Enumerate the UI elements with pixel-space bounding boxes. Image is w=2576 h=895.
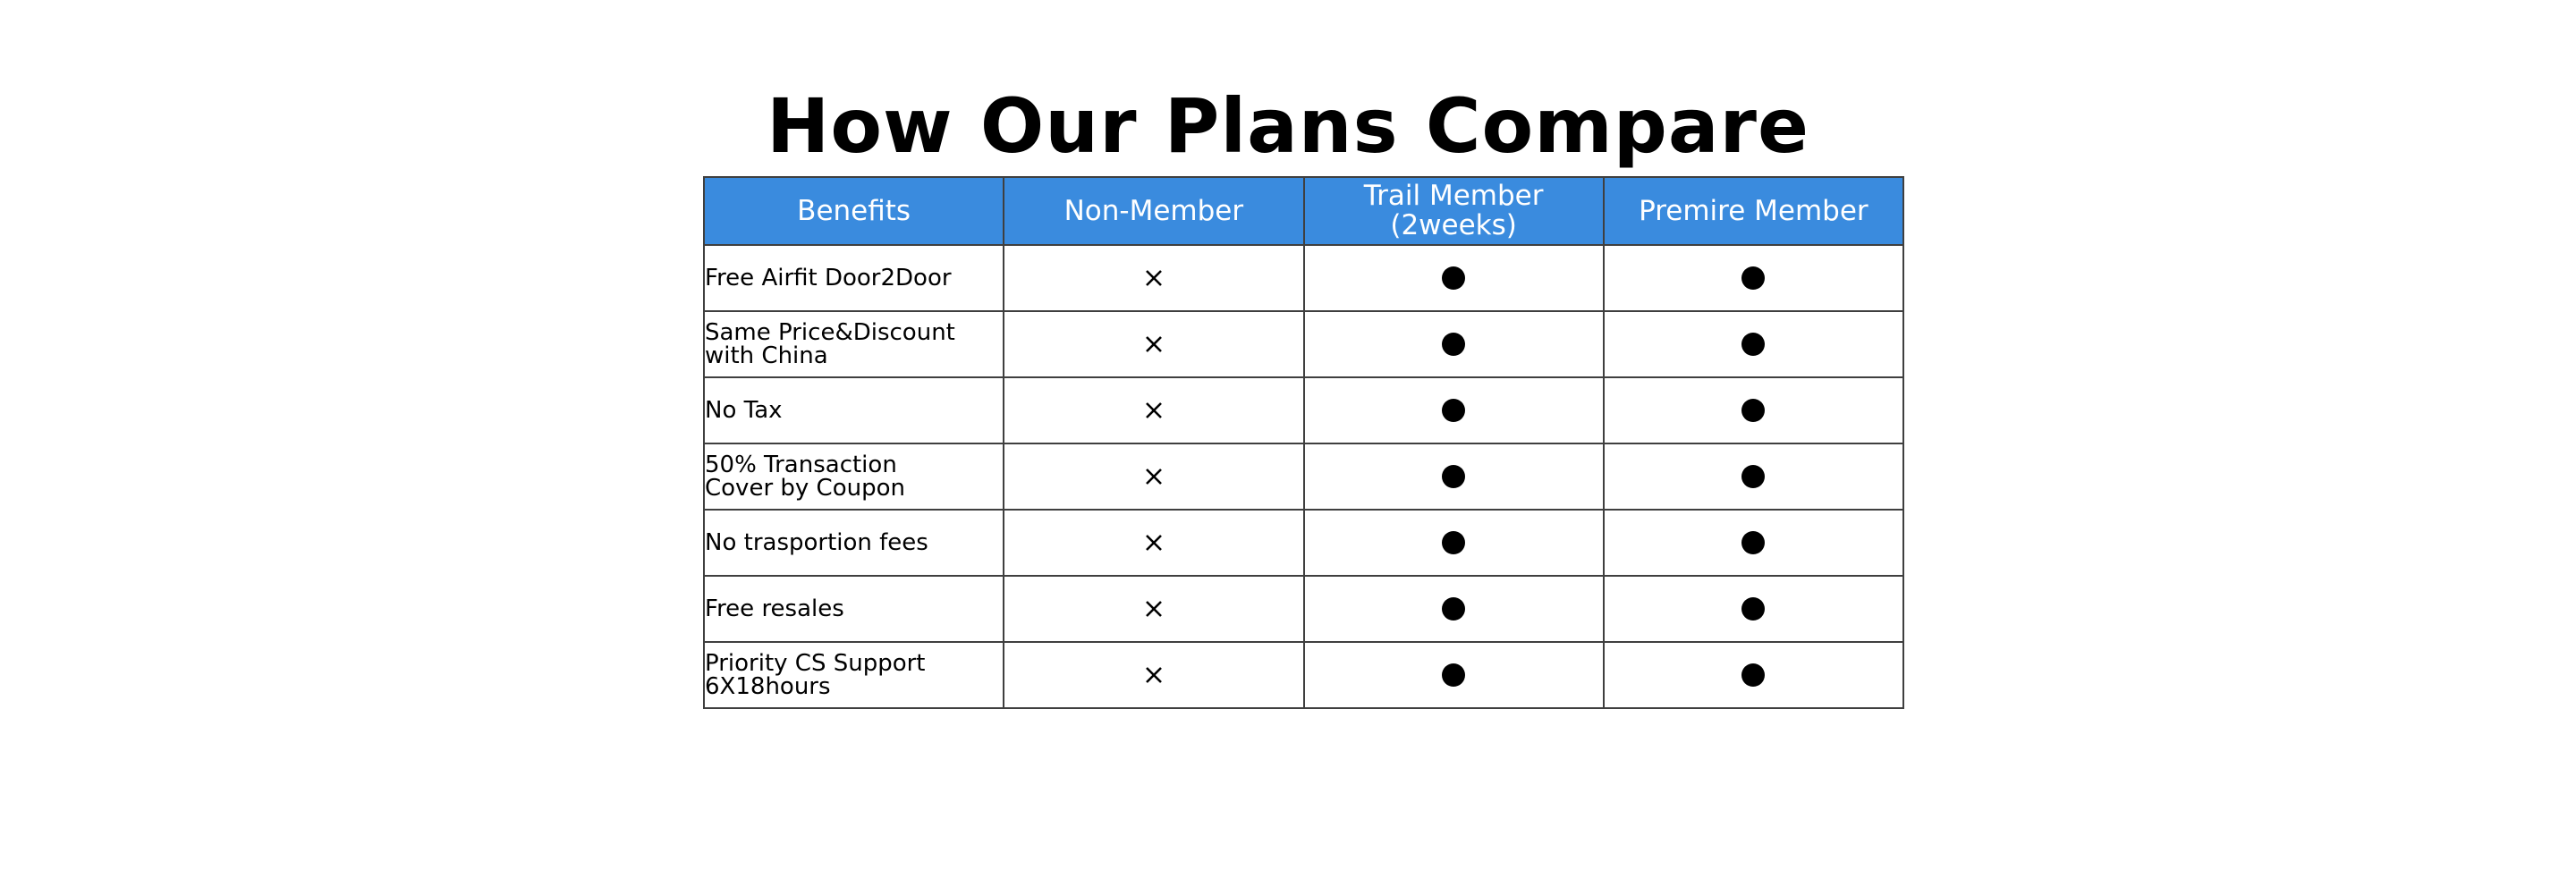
dot-icon	[1741, 333, 1765, 356]
header-non-member: Non-Member	[1004, 177, 1303, 245]
benefit-cell	[704, 510, 1004, 576]
non-member-cell	[1004, 576, 1303, 642]
premire-member-cell	[1604, 576, 1903, 642]
non-member-cell	[1004, 510, 1303, 576]
benefit-cell	[704, 443, 1004, 510]
dot-icon	[1741, 266, 1765, 290]
dot-icon	[1442, 266, 1465, 290]
table-row	[704, 245, 1903, 311]
cross-icon	[1142, 531, 1165, 554]
dot-icon	[1442, 333, 1465, 356]
table-header-row	[704, 177, 1903, 245]
dot-icon	[1442, 465, 1465, 488]
cross-icon	[1142, 465, 1165, 488]
benefit-cell	[704, 642, 1004, 708]
dot-icon	[1741, 399, 1765, 422]
table-row	[704, 510, 1903, 576]
trail-member-cell	[1304, 510, 1604, 576]
trail-member-cell	[1304, 377, 1604, 443]
table-row	[704, 576, 1903, 642]
non-member-cell	[1004, 642, 1303, 708]
dot-icon	[1442, 597, 1465, 621]
trail-member-cell	[1304, 576, 1604, 642]
page-title: How Our Plans Compare	[767, 82, 1809, 170]
table-row	[704, 443, 1903, 510]
benefit-cell	[704, 245, 1004, 311]
dot-icon	[1741, 465, 1765, 488]
dot-icon	[1741, 531, 1765, 554]
trail-member-cell	[1304, 245, 1604, 311]
cross-icon	[1142, 266, 1165, 290]
premire-member-cell	[1604, 311, 1903, 377]
non-member-cell	[1004, 245, 1303, 311]
trail-member-cell	[1304, 642, 1604, 708]
dot-icon	[1741, 597, 1765, 621]
trail-member-cell	[1304, 311, 1604, 377]
benefit-cell	[704, 576, 1004, 642]
dot-icon	[1741, 663, 1765, 687]
benefit-label: No trasportion fees	[705, 529, 928, 556]
header-trail-member	[1304, 177, 1604, 245]
cross-icon	[1142, 399, 1165, 422]
dot-icon	[1442, 399, 1465, 422]
plan-comparison-table	[703, 176, 1904, 709]
benefit-label: Same Price&Discount with China	[705, 319, 955, 369]
header-premire-member: Premire Member	[1604, 177, 1903, 245]
header-benefits: Benefits	[704, 177, 1004, 245]
table-row	[704, 642, 1903, 708]
premire-member-cell	[1604, 443, 1903, 510]
benefit-label: Free resales	[705, 595, 844, 622]
cross-icon	[1142, 663, 1165, 687]
benefit-label: Free Airfit Door2Door	[705, 265, 952, 291]
table-row	[704, 311, 1903, 377]
trail-member-cell	[1304, 443, 1604, 510]
non-member-cell	[1004, 443, 1303, 510]
benefit-label: Priority CS Support 6X18hours	[705, 650, 926, 700]
premire-member-cell	[1604, 510, 1903, 576]
cross-icon	[1142, 333, 1165, 356]
non-member-cell	[1004, 377, 1303, 443]
dot-icon	[1442, 531, 1465, 554]
header-trail-member-label: Trail Member (2weeks)	[1363, 180, 1544, 241]
benefit-cell	[704, 311, 1004, 377]
benefit-label: No Tax	[705, 397, 783, 424]
premire-member-cell	[1604, 642, 1903, 708]
benefit-label: 50% Transaction Cover by Coupon	[705, 452, 905, 502]
benefit-cell	[704, 377, 1004, 443]
premire-member-cell	[1604, 245, 1903, 311]
premire-member-cell	[1604, 377, 1903, 443]
cross-icon	[1142, 597, 1165, 621]
non-member-cell	[1004, 311, 1303, 377]
table-row	[704, 377, 1903, 443]
dot-icon	[1442, 663, 1465, 687]
